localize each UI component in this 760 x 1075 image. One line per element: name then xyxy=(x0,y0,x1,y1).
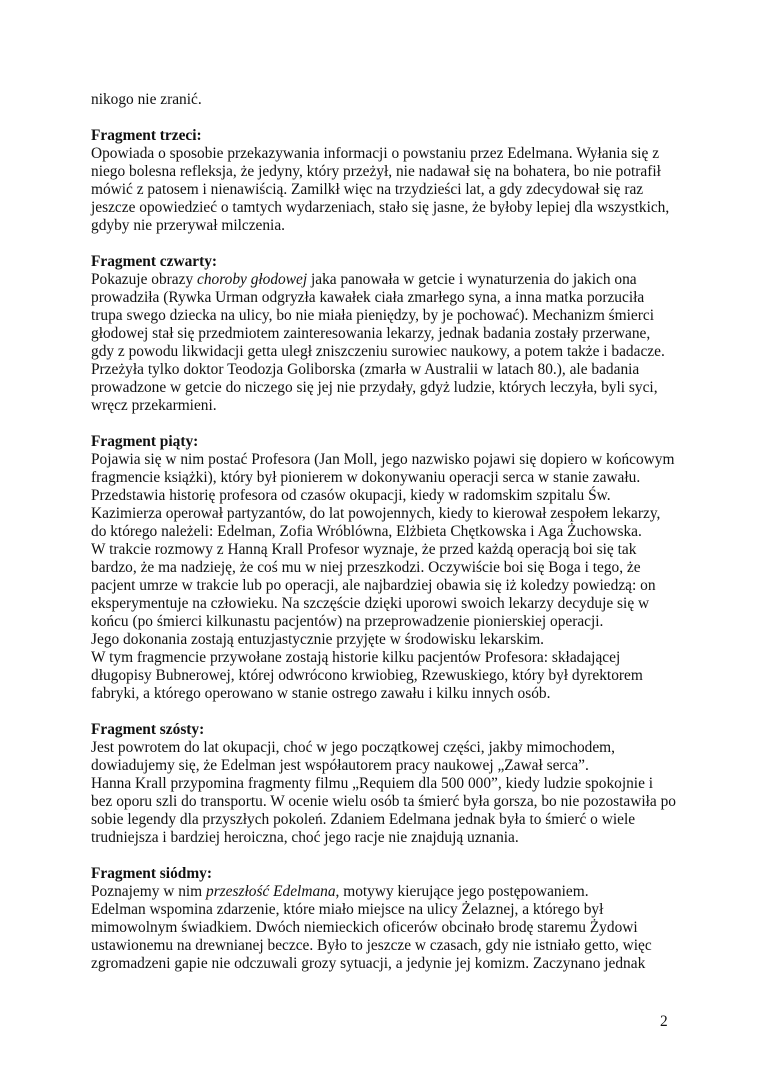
section-4-text-after: jaka panowała w getcie i wynaturzenia do jakich ona prowadziła (Rywka Urman odgryzła kawałek ciała zmarłego syna, a inna matka porzuciła trupa swego dziecka na ulicy, bo nie miała pieniędzy, by je pochować). Mechanizm śmierci głodowej stał się przedmiotem zainteresowania lekarzy, jednak badania zostały przerwane, gdy z powodu likwidacji getta uległ zniszczeniu surowiec naukowy, a potem także i badacze. Przeżyła tylko doktor Teodozja Goliborska (zmarła w Australii w latach 80.), ale badania prowadzone w getcie do niczego się jej nie przydały, gdyż ludzie, których leczyła, byli syci, wręcz przekarmieni. xyxy=(91,271,665,414)
section-7-para-2: Edelman wspomina zdarzenie, które miało miejsce na ulicy Żelaznej, a którego był mimowolnym świadkiem. Dwóch niemieckich oficerów obcinało brodę staremu Żydowi ustawionemu na drewnianej beczce. Było to jeszcze w czasach, gdy nie istniało getto, więc zgromadzeni gapie nie odczuwali grozy sytuacji, a jedynie jej komizm. Zaczynano jednak xyxy=(91,901,652,972)
section-6-para-1: Jest powrotem do lat okupacji, choć w jego początkowej części, jakby mimochodem, dowiadujemy się, że Edelman jest współautorem pracy naukowej „Zawał serca”. xyxy=(91,739,615,774)
section-3-text: Opowiada o sposobie przekazywania informacji o powstaniu przez Edelmana. Wyłania się z niego bolesna refleksja, że jedyny, który przeżył, nie nadawał się na bohatera, bo nie potrafił mówić z patosem i nienawiścią. Zamilkł więc na trzydzieści lat, a gdy zdecydował się raz jeszcze opowiedzieć o tamtych wydarzeniach, stało się jasne, że byłoby lepiej dla wszystkich, gdyby nie przerywał milczenia. xyxy=(91,145,670,234)
section-6-para-2: Hanna Krall przypomina fragmenty filmu „Requiem dla 500 000”, kiedy ludzie spokojnie i bez oporu szli do transportu. W ocenie wielu osób ta śmierć była gorsza, bo nie pozostawiła po sobie legendy dla przyszłych pokoleń. Zdaniem Edelmana jednak była to śmierć o wiele trudniejsza i bardziej heroiczna, choć jego racje nie znajdują uznania. xyxy=(91,775,676,846)
paragraph-gap xyxy=(91,703,676,721)
section-4-text-before: Pokazuje obrazy xyxy=(91,271,197,288)
section-4-italic-term: choroby głodowej xyxy=(196,271,308,288)
section-5-para-2: W trakcie rozmowy z Hanną Krall Profesor wyznaje, że przed każdą operacją boi się tak bardzo, że ma nadzieję, że coś mu w niej przeszkodzi. Oczywiście boi się Boga i tego, że pacjent umrze w trakcie lub po operacji, ale najbardziej obawia się iż koledzy powiedzą: on eksperymentuje na człowieku. Na szczęście dzięki uporowi swoich lekarzy decyduje się w końcu (po śmierci kilkunastu pacjentów) na przeprowadzenie pionierskiej operacji. xyxy=(91,541,656,630)
section-4-text xyxy=(91,271,676,415)
paragraph-gap xyxy=(91,415,676,433)
intro-line: nikogo nie zranić. xyxy=(91,91,202,108)
section-7-italic-term: przeszłość Edelmana xyxy=(206,883,336,900)
section-5-para-4: W tym fragmencie przywołane zostają historie kilku pacjentów Profesora: składającej długopisy Bubnerowej, której odwrócono krwiobieg, Rzewuskiego, który był dyrektorem fabryki, a którego operowano w stanie ostrego zawału i kilku innych osób. xyxy=(91,649,643,702)
section-7-text-after: , motywy kierujące jego postępowaniem. xyxy=(335,883,589,900)
section-5-heading: Fragment piąty: xyxy=(91,433,199,450)
section-3-heading: Fragment trzeci: xyxy=(91,127,202,144)
paragraph-gap xyxy=(91,109,676,127)
section-4-heading: Fragment czwarty: xyxy=(91,253,218,270)
paragraph-gap xyxy=(91,847,676,865)
section-7-text-before: Poznajemy w nim xyxy=(91,883,206,900)
section-7-heading: Fragment siódmy: xyxy=(91,865,212,882)
section-7-para-1 xyxy=(91,883,676,901)
paragraph-gap xyxy=(91,235,676,253)
section-5-para-3: Jego dokonania zostają entuzjastycznie przyjęte w środowisku lekarskim. xyxy=(91,631,545,648)
page-number: 2 xyxy=(660,1013,668,1030)
section-6-heading: Fragment szósty: xyxy=(91,721,205,738)
document-page xyxy=(91,91,676,973)
section-5-para-1: Pojawia się w nim postać Profesora (Jan Moll, jego nazwisko pojawi się dopiero w końcowym fragmencie książki), który był pionierem w dokonywaniu operacji serca w stanie zawału. Przedstawia historię profesora od czasów okupacji, kiedy w radomskim szpitalu Św. Kazimierza operował partyzantów, do lat powojennych, kiedy to kierował zespołem lekarzy, do którego należeli: Edelman, Zofia Wróblówna, Elżbieta Chętkowska i Aga Żuchowska. xyxy=(91,451,675,540)
